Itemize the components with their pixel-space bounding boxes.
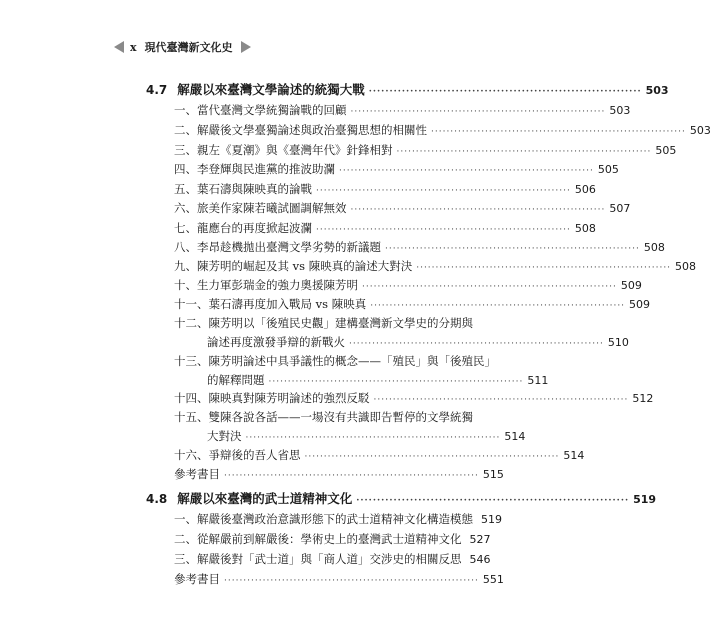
toc-entry-first-line: 十三、陳芳明論述中具爭議性的概念——「殖民」與「後殖民」 [174, 354, 496, 368]
toc-entry: 十四、陳映真對陳芳明論述的強烈反駁 ·································································· 512 [174, 391, 654, 405]
section-heading: 4.8 解嚴以來臺灣的武士道精神文化 ·································································· 519 [146, 491, 657, 506]
toc-entry: 大對決 ·································································· 514 [207, 429, 526, 443]
toc-entry-bibliography: 參考書目 ·································································· 515 [174, 467, 504, 481]
toc-entry: 九、陳芳明的崛起及其 vs 陳映真的論述大對決 ·································································· 508 [174, 259, 697, 273]
toc-entry: 一、當代臺灣文學統獨論戰的回顧 ·································································· 503 [174, 103, 631, 117]
toc-entry: 十六、爭辯後的吾人省思 ·································································· 514 [174, 448, 585, 462]
toc-entry: 十、生力軍彭瑞金的強力奧援陳芳明 ·································································· 509 [174, 278, 642, 292]
toc-entry: 一、解嚴後臺灣政治意識形態下的武士道精神文化構造模態 519 [174, 512, 502, 526]
page-number-roman: x [130, 40, 137, 54]
book-title: 現代臺灣新文化史 [144, 41, 233, 54]
running-header [114, 38, 251, 56]
section-heading: 4.7 解嚴以來臺灣文學論述的統獨大戰 ·································································· 503 [146, 82, 669, 97]
toc-entry: 六、旅美作家陳若曦試圖調解無效 ·································································· 507 [174, 201, 631, 215]
toc-entry: 七、龍應台的再度掀起波瀾 ·································································· 508 [174, 221, 596, 235]
toc-entry: 四、李登輝與民進黨的推波助瀾 ·································································· 505 [174, 162, 619, 176]
section-number: 4.7 [146, 83, 168, 97]
toc-entry: 十一、葉石濤再度加入戰局 vs 陳映真 ·································································· 509 [174, 297, 651, 311]
toc-entry: 的解釋問題 ·································································· 511 [207, 373, 549, 387]
toc-entry: 五、葉石濤與陳映真的論戰 ·································································· 506 [174, 182, 596, 196]
section-title: 解嚴以來臺灣的武士道精神文化 [177, 491, 353, 506]
toc-entry-first-line: 十五、雙陳各說各話——一場沒有共識即告暫停的文學統獨 [174, 410, 473, 424]
section-number: 4.8 [146, 492, 168, 506]
toc-entry: 論述再度激發爭辯的新戰火 ·································································· 510 [207, 335, 629, 349]
section-page: 519 [633, 493, 657, 506]
left-triangle-icon [114, 41, 124, 53]
right-triangle-icon [241, 41, 251, 53]
toc-entry-first-line: 十二、陳芳明以「後殖民史觀」建構臺灣新文學史的分期與 [174, 316, 473, 330]
toc-entry: 八、李昂趁機拋出臺灣文學劣勢的新議題 ·································································· 508 [174, 240, 665, 254]
toc-entry: 二、解嚴後文學臺獨論述與政治臺獨思想的相關性 ·································································· 503 [174, 123, 711, 137]
toc-entry: 三、親左《夏潮》與《臺灣年代》針鋒相對 ·································································· 505 [174, 143, 677, 157]
toc-entry: 二、從解嚴前到解嚴後：學術史上的臺灣武士道精神文化 527 [174, 532, 491, 546]
toc-entry: 三、解嚴後對「武士道」與「商人道」交涉史的相關反思 546 [174, 552, 491, 566]
section-page: 503 [645, 84, 669, 97]
toc-entry-bibliography: 參考書目 ·································································· 551 [174, 572, 504, 586]
section-title: 解嚴以來臺灣文學論述的統獨大戰 [177, 82, 365, 97]
